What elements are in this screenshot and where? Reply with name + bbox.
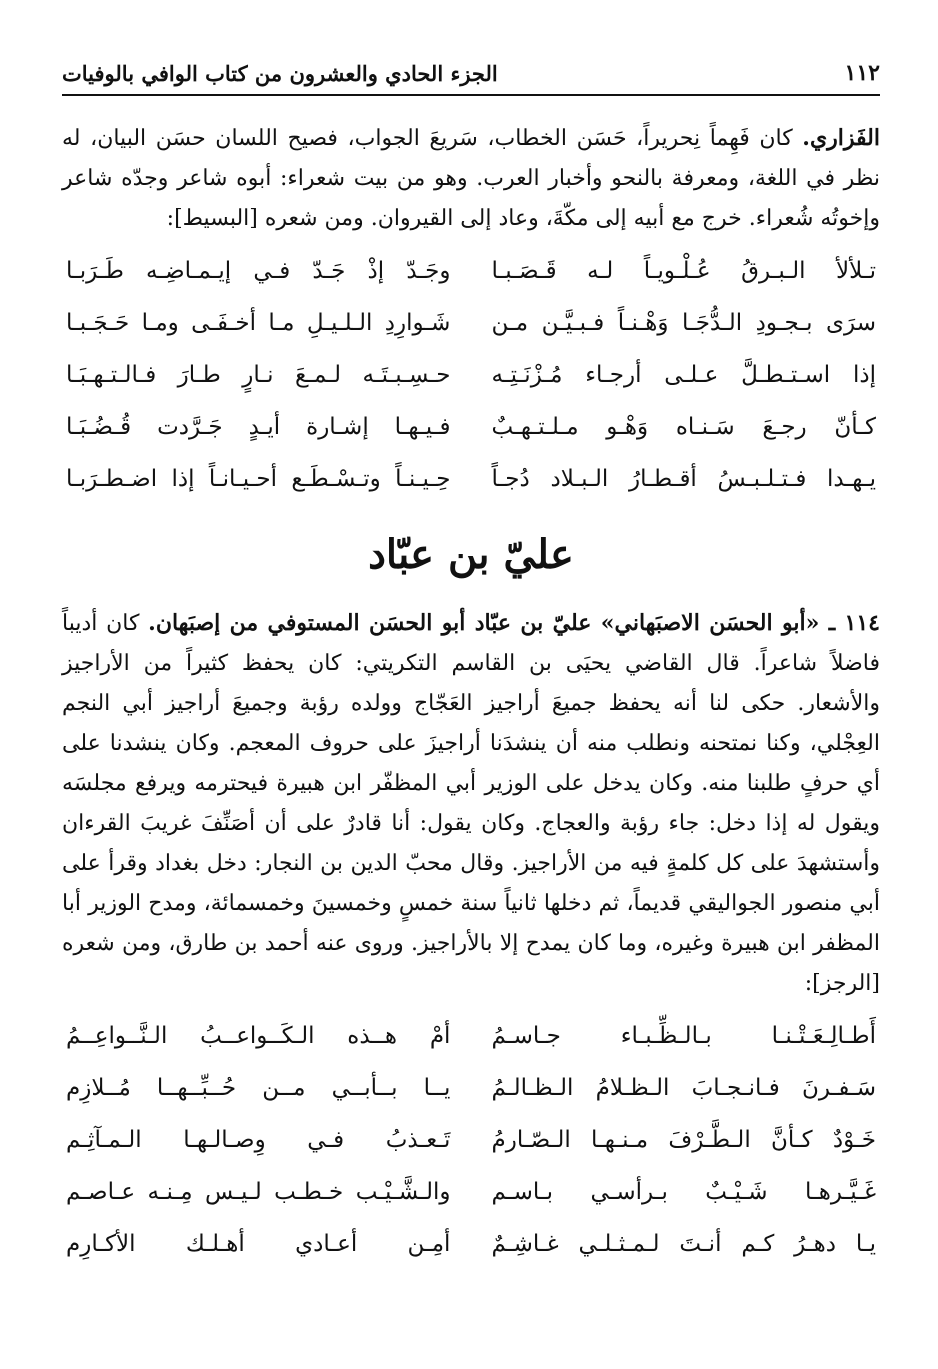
verse-row <box>62 1062 880 1114</box>
verse-row <box>62 349 880 401</box>
verse-row <box>62 1114 880 1166</box>
verse-first-hemistich: سرَى بـجـودِ الـدُّجَـا وَهْـنـاً فـبـيَّـن مـن <box>491 310 876 336</box>
verse-row <box>62 297 880 349</box>
verse-first-hemistich: تـلألأ الـبـرقُ عُـلْـويـاً لـه قَـصَـبـا <box>491 258 876 284</box>
verse-second-hemistich: حِـيـنـاً وتـسْـطَـع أحـيـانـاً إذا اضـطـرَبـا <box>66 466 451 492</box>
verse-second-hemistich: أمِـن أعـادي أهـلـك الأكـارِم <box>66 1231 451 1257</box>
verse-first-hemistich: غَـيَّـرهـا شَـيْـبٌ بـرأسـي بـاسـم <box>491 1179 876 1205</box>
entry-fazari-lead: الفَزاري. <box>802 125 880 151</box>
page-content <box>62 118 880 1270</box>
verse-second-hemistich: وجَـدّ إذْ جَـدّ فـي إيـمـاضِـه طَـرَبـا <box>66 258 451 284</box>
entry-ali-text: كان أديباً فاضلاً شاعراً. قال القاضي يحيَى بن القاسم التكريتي: كان يحفظ كثيراً من الأراجيز والأشعار. حكى لنا أنه يحفظ جميعَ أراجيز العَجّاج وولده رؤبة وجميعَ أراجيز أبي النجم العِجْلي، وكنا نمتحنه ونطلب منه أن ينشدَنا أراجيزَ على حروف المعجم. وكان ينشدنا على أي حرفٍ طلبنا منه. وكان يدخل على الوزير أبي المظفّر ابن هبيرة فيحترمه ويرفع مجلسَه ويقول له إذا دخل: جاء رؤبة والعجاج. وكان يقول: أنا قادرٌ على أن أصَنِّفَ غريبَ القرءان وأستشهدَ على كل كلمةٍ فيه من الأراجيز. وقال محبّ الدين بن النجار: دخل بغداد وقرأ على أبي منصور الجواليقي قديماً، ثم دخلها ثانياً سنة خمسٍ وخمسينَ وخمسمائة، ومدح الوزير أبا المظفر ابن هبيرة وغيره، وما كان يمدح إلا بالأراجيز. وروى عنه أحمد بن طارق، ومن شعره [الرجز]: <box>62 611 880 996</box>
entry-ali-lead: ١١٤ ـ «أبو الحسَن الاصبَهاني» عليّ بن عبّاد أبو الحسَن المستوفي من إصبَهان. <box>148 610 880 636</box>
verse-first-hemistich: خَـوْدٌ كـأنَّ الـطَّـرْفَ مـنـهـا الـصّـارمُ <box>491 1127 876 1153</box>
entry-ali-paragraph <box>62 603 880 1004</box>
verse-first-hemistich: إذا اسـتـطـلَّ عـلـى أرجـاء مُـزْنَـتِـه <box>491 362 876 388</box>
running-header <box>62 0 880 96</box>
verse-row <box>62 1166 880 1218</box>
verse-first-hemistich: يـهـدا فـتـلـبـسُ أقـطـارُ الـبـلاد دُجـاً <box>491 466 876 492</box>
verse-row <box>62 1218 880 1270</box>
poem-rajaz <box>62 1010 880 1270</box>
entry-fazari-paragraph <box>62 118 880 239</box>
verse-row <box>62 245 880 297</box>
poem-basit <box>62 245 880 505</box>
page-number: ١١٢ <box>844 60 880 86</box>
verse-row <box>62 1010 880 1062</box>
verse-second-hemistich: يــا بــأبــي مــن حُــبِّــهــا مُــلازِم <box>66 1075 451 1101</box>
verse-first-hemistich: أَطـالِـعَـتْـنـا بـالـظِّـبـاء جـاسـمُ <box>491 1023 876 1049</box>
verse-second-hemistich: تَـعـذبُ فـي وِصـالـهـا الـمـآثِـم <box>66 1127 451 1153</box>
section-title: عليّ بن عبّاد <box>368 531 574 578</box>
verse-second-hemistich: حـسِـبـتَـه لـمـعَ نـارٍ طـارَ فـالـتـهـبَـا <box>66 362 451 388</box>
entry-fazari-text: كان فَهِماً نِحريراً، حَسَن الخطاب، سَريعَ الجواب، فصيح اللسان حسَن البيان، له نظر في اللغة، ومعرفة بالنحو وأخبار العرب. وهو من بيت شعراء: أبوه شاعر وجدّه شاعر وإخوتُه شُعراء. خرج مع أبيه إلى مكّةَ، وعاد إلى القيروان. ومن شعره [البسيط]: <box>62 126 880 231</box>
verse-first-hemistich: يـا دهـرُ كـم أنـتَ لـمـثـلـي غـاشِـمٌ <box>491 1231 876 1257</box>
verse-first-hemistich: سَـفـرنَ فـانـجـابَ الـظـلامُ الـظـالـمُ <box>491 1075 876 1101</box>
verse-second-hemistich: شَـوارِدِ الـلـيـلِ مـا أخـفَـى ومـا حَـجَـبـا <box>66 310 451 336</box>
verse-first-hemistich: كـأنّ رجـعَ سَـنـاه وَهْـو مـلـتـهـبٌ <box>491 414 876 440</box>
running-title: الجزء الحادي والعشرون من كتاب الوافي بالوفيات <box>62 61 498 86</box>
verse-row <box>62 453 880 505</box>
verse-second-hemistich: فـيـهـا إشـارة أيـدٍ جَـرَّدت قُـضُـبَـا <box>66 414 451 440</box>
verse-row <box>62 401 880 453</box>
verse-second-hemistich: والـشَّـيْـب خـطـب لـيـس مِـنـه عـاصـم <box>66 1179 451 1205</box>
verse-second-hemistich: أمْ هــذه الـكَــواعــبُ الـنَّــواعِــمُ <box>66 1023 451 1049</box>
